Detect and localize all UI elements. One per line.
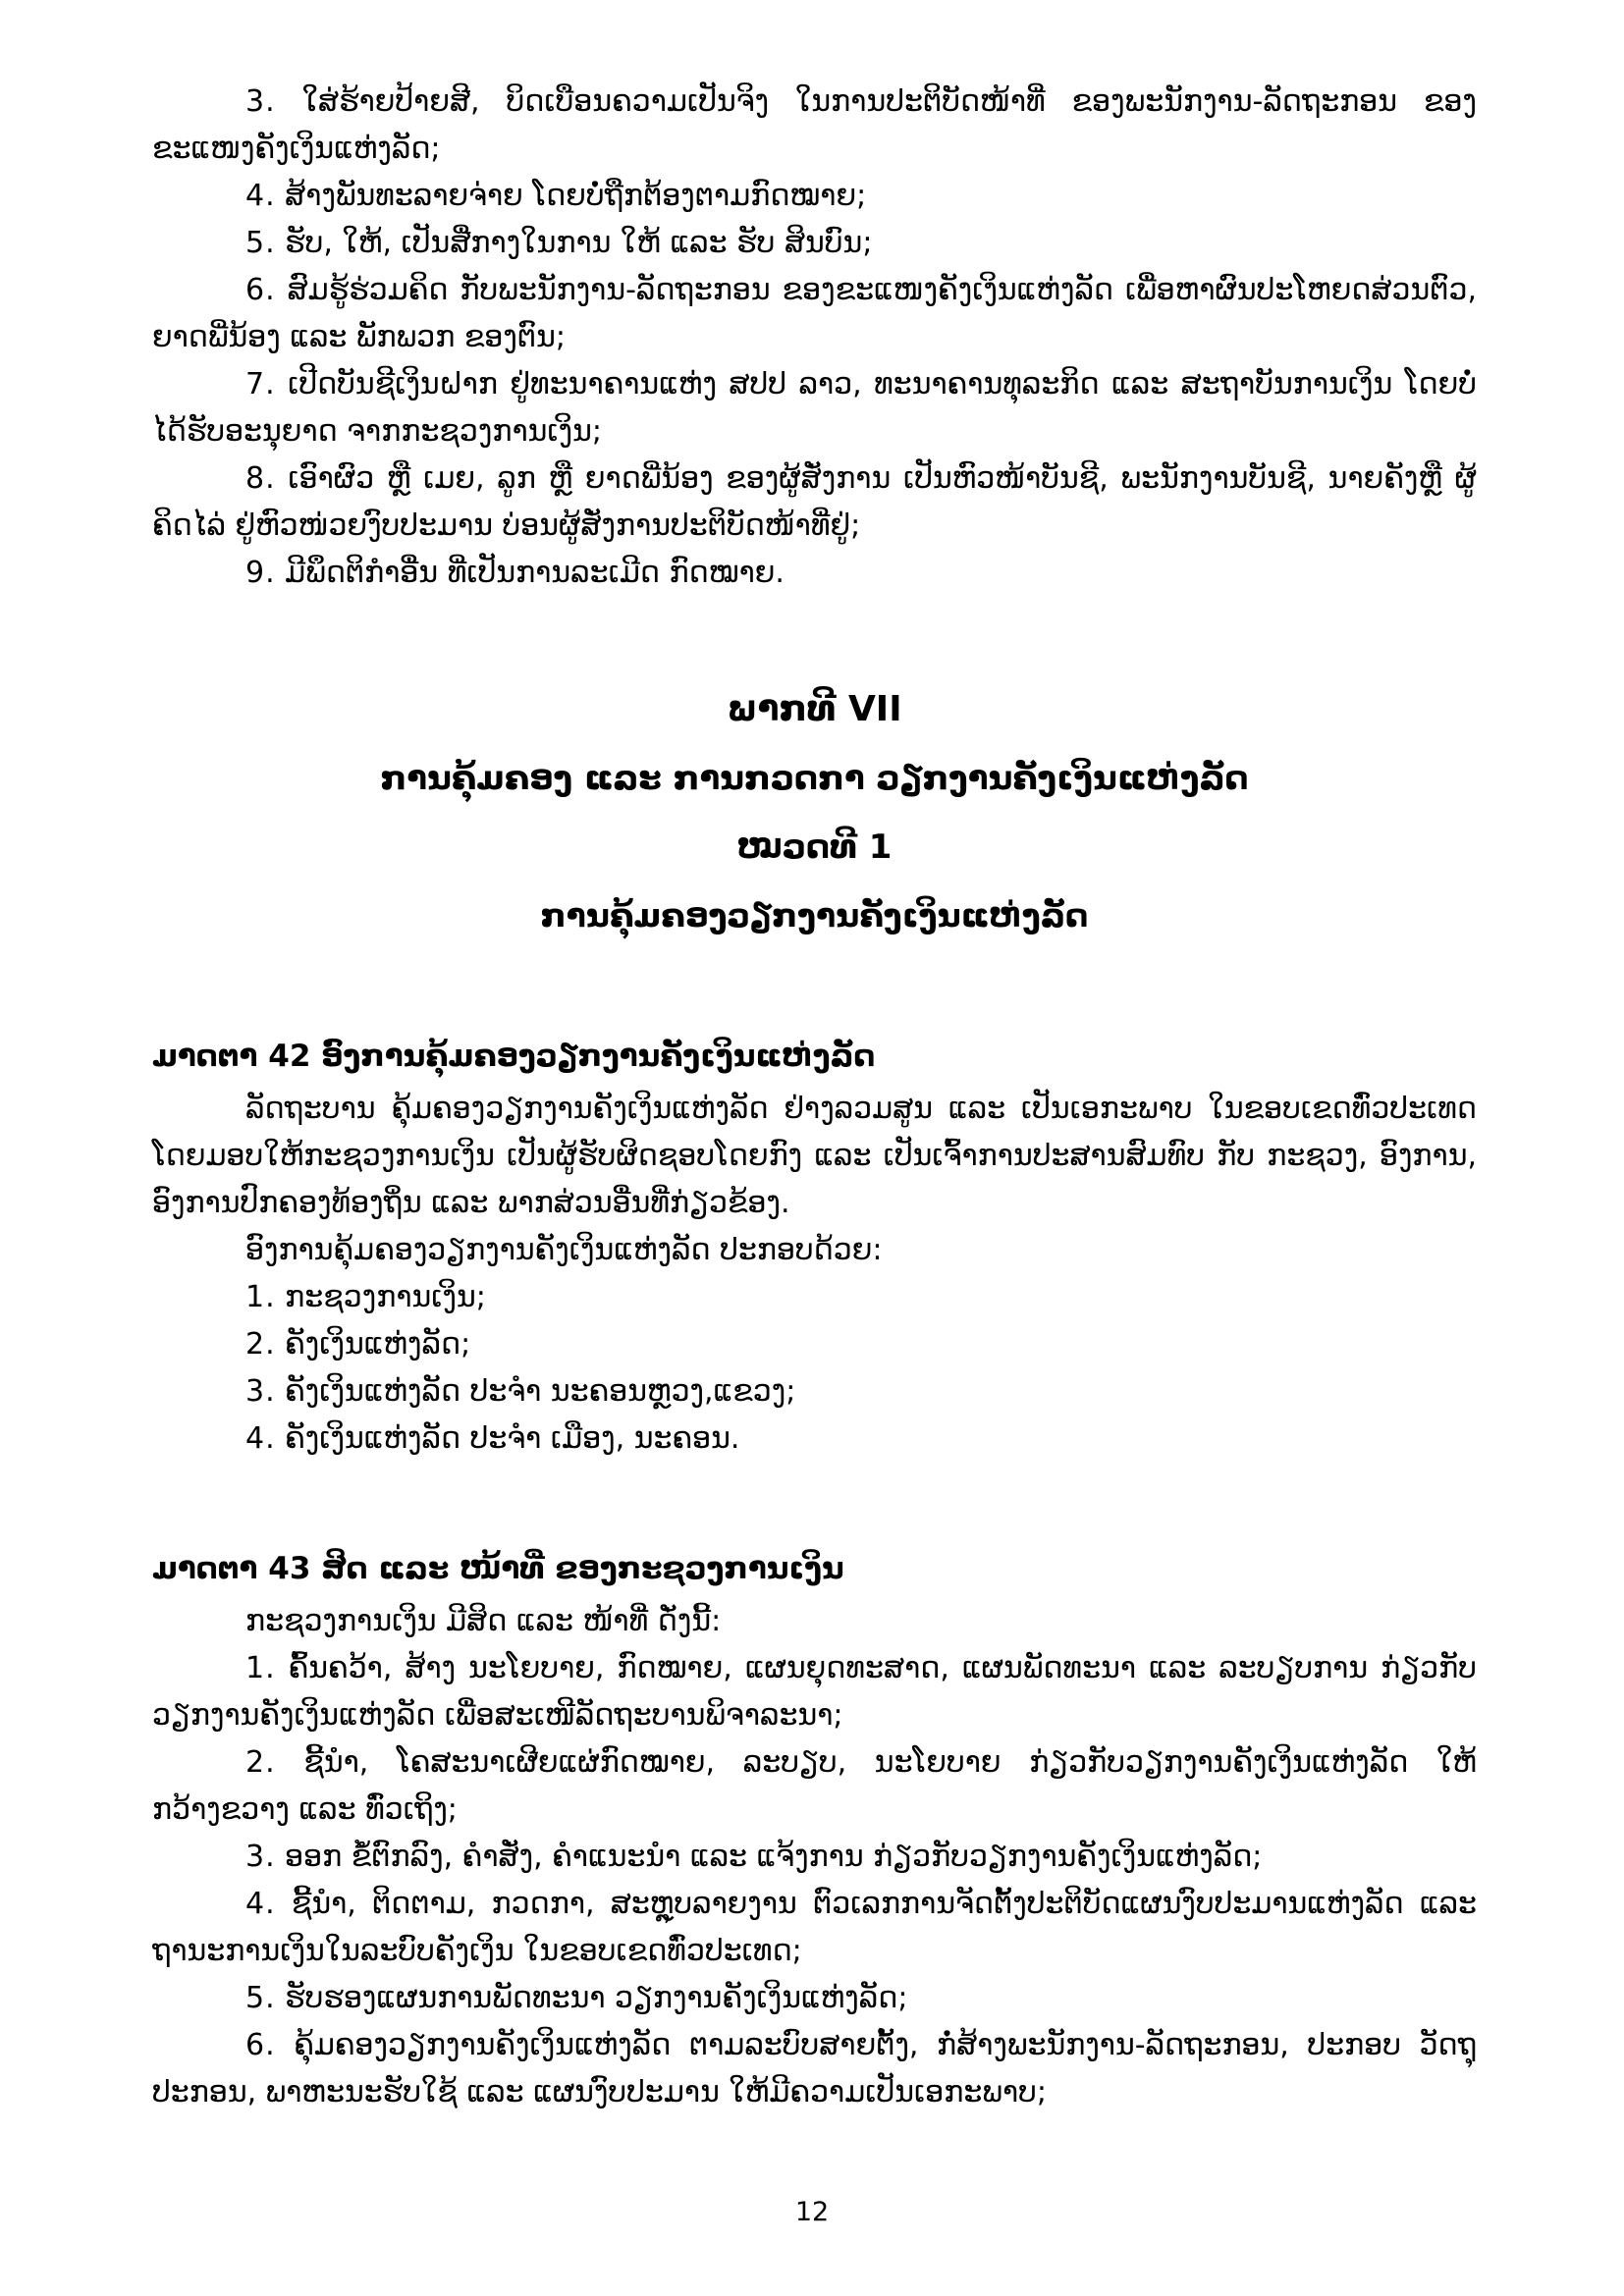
item-number: 1. (245, 1651, 276, 1685)
list-item (152, 1739, 1477, 1834)
item-number: 1. (245, 1280, 276, 1314)
item-text: ອອກ ຂໍ້ຕົກລົງ, ຄຳສັ່ງ, ຄຳແນະນຳ ແລະ ແຈ້ງການ ກ່ຽວກັບວຽກງານຄັງເງິນແຫ່ງລັດ; (285, 1840, 1263, 1874)
list-item (152, 1415, 1477, 1463)
list-item (152, 2022, 1477, 2116)
part-heading-block (152, 675, 1477, 950)
item-text: ຄັງເງິນແຫ່ງລັດ; (285, 1327, 471, 1362)
item-number: 4. (245, 179, 276, 213)
item-number: 2. (245, 1745, 276, 1780)
item-text: ຊີ້ນຳ, ໂຄສະນາເຜີຍແຜ່ກົດໝາຍ, ລະບຽບ, ນະໂຍບາຍ ກ່ຽວກັບວຽກງານຄັງເງິນແຫ່ງລັດ ໃຫ້ກວ້າງຂວາງ ແລະ ທົ່ວເຖິງ; (152, 1745, 1477, 1827)
article-42-heading: ມາດຕາ 42 ອົງການຄຸ້ມຄອງວຽກງານຄັງເງິນແຫ່ງລັດ (152, 1039, 876, 1074)
chapter-title: ການຄຸ້ມຄອງວຽກງານຄັງເງິນແຫ່ງລັດ (540, 896, 1089, 934)
item-text: ຄັງເງິນແຫ່ງລັດ ປະຈຳ ເມືອງ, ນະຄອນ. (285, 1421, 740, 1456)
item-number: 3. (245, 1840, 276, 1874)
item-number: 9. (245, 556, 276, 590)
item-text: ຄົ້ນຄວ້າ, ສ້າງ ນະໂຍບາຍ, ກົດໝາຍ, ແຜນຍຸດທະສາດ, ແຜນພັດທະນາ ແລະ ລະບຽບການ ກ່ຽວກັບ ວຽກງານຄັງເງິນແຫ່ງລັດ ເພື່ອສະເໜີລັດຖະບານພິຈາລະນາ; (152, 1651, 1477, 1733)
item-number: 5. (245, 226, 276, 260)
item-number: 7. (245, 367, 276, 401)
item-text: ຄຸ້ມຄອງວຽກງານຄັງເງິນແຫ່ງລັດ ຕາມລະບົບສາຍຕັ້ງ, ກໍ່ສ້າງພະນັກງານ-ລັດຖະກອນ, ປະກອບ ວັດຖຸປະກອນ, ພາຫະນະຮັບໃຊ້ ແລະ ແຜນງົບປະມານ ໃຫ້ມີຄວາມເປັນເອກະພາບ; (152, 2028, 1477, 2109)
item-text: ສ້າງພັນທະລາຍຈ່າຍ ໂດຍບໍ່ຖືກຕ້ອງຕາມກົດໝາຍ; (285, 179, 867, 213)
list-item (152, 1368, 1477, 1415)
item-number: 8. (245, 461, 276, 496)
item-text: ກະຊວງການເງິນ; (285, 1280, 486, 1314)
list-item (152, 1975, 1477, 2022)
list-item (152, 1645, 1477, 1739)
list-item (152, 267, 1477, 361)
part-title: ການຄຸ້ມຄອງ ແລະ ການກວດກາ ວຽກງານຄັງເງິນແຫ່ງລັດ (380, 759, 1249, 798)
list-item (152, 361, 1477, 455)
item-text: ໃສ່ຮ້າຍປ້າຍສີ, ບິດເບືອນຄວາມເປັນຈິງ ໃນການປະຕິບັດໜ້າທີ່ ຂອງພະນັກງານ-ລັດຖະກອນ ຂອງຂະແໜງຄັງເງິນແຫ່ງລັດ; (152, 84, 1477, 166)
part-number: ພາກທີ VII (727, 689, 902, 729)
list-item (152, 173, 1477, 220)
item-number: 6. (245, 273, 276, 307)
item-text: ມີພຶດຕິກຳອື່ນ ທີ່ເປັນການລະເມີດ ກົດໝາຍ. (285, 556, 785, 590)
item-text: ຊີ້ນຳ, ຕິດຕາມ, ກວດກາ, ສະຫຼຸບລາຍງານ ຕົວເລກການຈັດຕັ້ງປະຕິບັດແຜນງົບປະມານແຫ່ງລັດ ແລະ ຖານະການເງິນໃນລະບົບຄັງເງິນ ໃນຂອບເຂດທົ່ວປະເທດ; (152, 1887, 1477, 1968)
list-item (152, 1834, 1477, 1881)
article-43-heading: ມາດຕາ 43 ສິດ ແລະ ໜ້າທີ່ ຂອງກະຊວງການເງິນ (152, 1551, 844, 1586)
item-number: 5. (245, 1981, 276, 2015)
item-number: 4. (245, 1887, 276, 1921)
item-number: 3. (245, 84, 276, 119)
item-text: ເປີດບັນຊີເງິນຝາກ ຢູ່ທະນາຄານແຫ່ງ ສປປ ລາວ, ທະນາຄານທຸລະກິດ ແລະ ສະຖາບັນການເງິນ ໂດຍບໍ່ໄດ້ຮັບອະນຸຍາດ ຈາກກະຊວງການເງິນ; (152, 367, 1477, 449)
item-text: ເອົາຜົວ ຫຼື ເມຍ, ລູກ ຫຼື ຍາດພີ່ນ້ອງ ຂອງຜູ້ສັ່ງການ ເປັນຫົວໜ້າບັນຊີ, ພະນັກງານບັນຊີ, ນາຍຄັງຫຼື ຜູ້ຄິດໄລ່ ຢູ່ຫົວໜ່ວຍງົບປະມານ ບ່ອນຜູ້ສັ່ງການປະຕິບັດໜ້າທີ່ຢູ່; (152, 461, 1477, 543)
article-43-paragraph: ກະຊວງການເງິນ ມີສິດ ແລະ ໜ້າທີ່ ດັ່ງນີ້: (245, 1604, 722, 1638)
article-42-paragraph: ລັດຖະບານ ຄຸ້ມຄອງວຽກງານຄັງເງິນແຫ່ງລັດ ຢ່າງລວມສູນ ແລະ ເປັນເອກະພາບ ໃນຂອບເຂດທົ່ວປະເທດ ໂດຍມອບໃຫ້ກະຊວງການເງິນ ເປັນຜູ້ຮັບຜິດຊອບໂດຍກົງ ແລະ ເປັນເຈົ້າການປະສານສົມທົບ ກັບ ກະຊວງ, ອົງການ, ອົງການປົກຄອງທ້ອງຖິ່ນ ແລະ ພາກສ່ວນອື່ນທີ່ກ່ຽວຂ້ອງ. (152, 1092, 1477, 1220)
item-text: ຮັບຮອງແຜນການພັດທະນາ ວຽກງານຄັງເງິນແຫ່ງລັດ; (285, 1981, 908, 2015)
list-item (152, 220, 1477, 267)
item-number: 6. (245, 2028, 276, 2062)
item-text: ຮັບ, ໃຫ້, ເປັນສື່ກາງໃນການ ໃຫ້ ແລະ ຮັບ ສິນບົນ; (285, 226, 873, 260)
list-item (152, 1274, 1477, 1321)
page-number: 12 (794, 2197, 830, 2227)
list-item (152, 1321, 1477, 1368)
item-number: 3. (245, 1374, 276, 1409)
item-number: 4. (245, 1421, 276, 1456)
list-item (152, 79, 1477, 173)
list-item (152, 1881, 1477, 1975)
item-number: 2. (245, 1327, 276, 1362)
list-item (152, 550, 1477, 597)
chapter-number: ໝວດທີ 1 (736, 828, 893, 867)
article-42-paragraph: ອົງການຄຸ້ມຄອງວຽກງານຄັງເງິນແຫ່ງລັດ ປະກອບດ້ວຍ: (245, 1233, 883, 1267)
item-text: ສົມຮູ້ຮ່ວມຄິດ ກັບພະນັກງານ-ລັດຖະກອນ ຂອງຂະແໜງຄັງເງິນແຫ່ງລັດ ເພື່ອຫາຜົນປະໂຫຍດສ່ວນຕົວ, ຍາດພີ່ນ້ອງ ແລະ ພັກພວກ ຂອງຕົນ; (152, 273, 1477, 354)
item-text: ຄັງເງິນແຫ່ງລັດ ປະຈຳ ນະຄອນຫຼວງ,ແຂວງ; (285, 1374, 796, 1409)
list-item (152, 455, 1477, 550)
